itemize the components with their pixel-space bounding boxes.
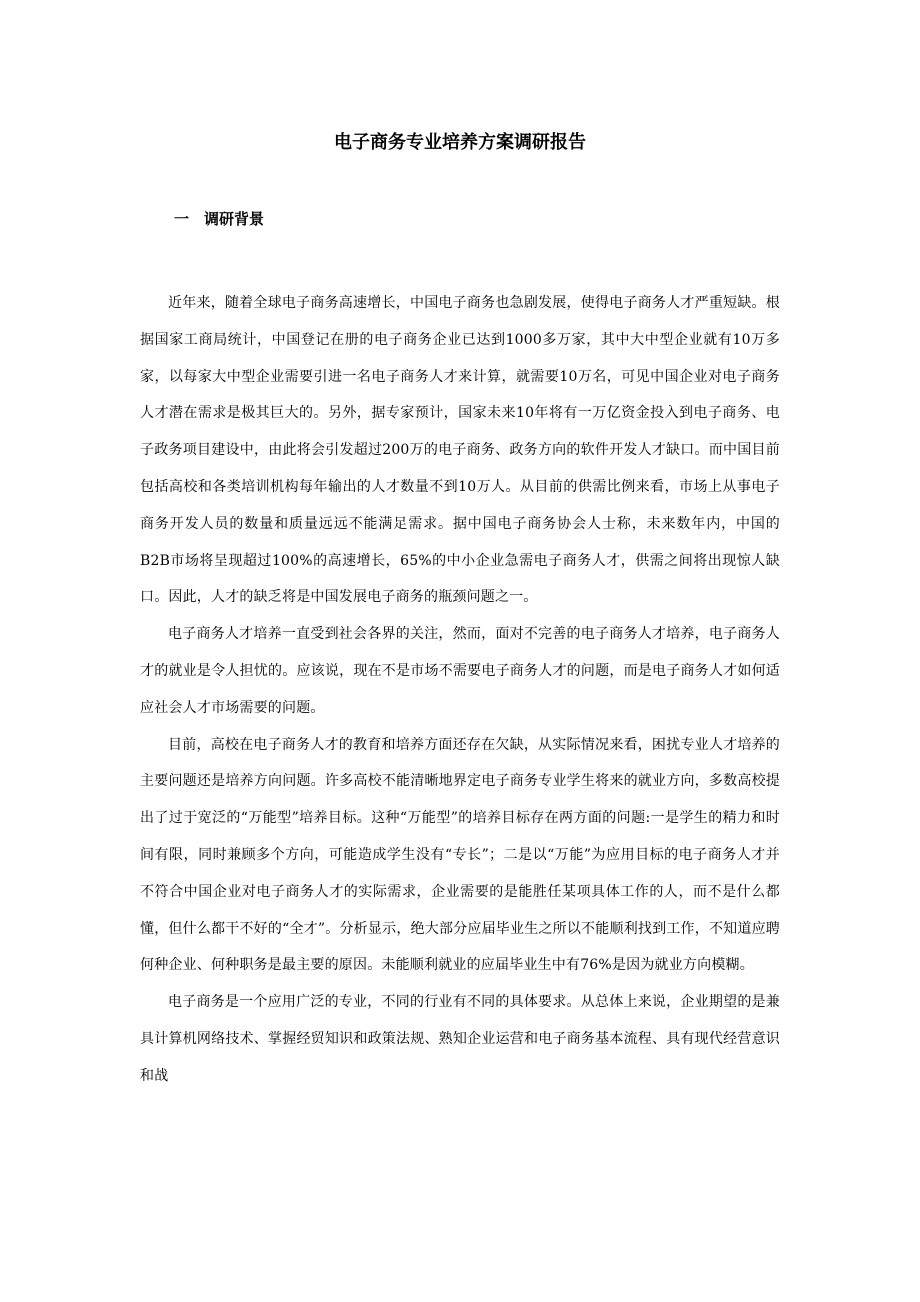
paragraph: 近年来，随着全球电子商务高速增长，中国电子商务也急剧发展，使得电子商务人才严重短缺。根据国家工商局统计，中国登记在册的电子商务企业已达到1000多万家，其中大中型企业就有10万多家，以每家大中型企业需要引进一名电子商务人才来计算，就需要10万名，可见中国企业对电子商务人才潜在需求是极其巨大的。另外，据专家预计，国家未来10年将有一万亿资金投入到电子商务、电子政务项目建设中，由此将会引发超过200万的电子商务、政务方向的软件开发人才缺口。而中国目前包括高校和各类培训机构每年输出的人才数量不到10万人。从目前的供需比例来看，市场上从事电子商务开发人员的数量和质量远远不能满足需求。据中国电子商务协会人士称，未来数年内，中国的B2B市场将呈现超过100%的高速增长，65%的中小企业急需电子商务人才，供需之间将出现惊人缺口。因此，人才的缺乏将是中国发展电子商务的瓶颈问题之一。 [140, 295, 780, 606]
paragraph: 目前，高校在电子商务人才的教育和培养方面还存在欠缺，从实际情况来看，困扰专业人才培养的主要问题还是培养方向问题。许多高校不能清晰地界定电子商务专业学生将来的就业方向，多数高校提出了过于宽泛的“万能型”培养目标。这种“万能型”的培养目标存在两方面的问题:一是学生的精力和时间有限，同时兼顾多个方向，可能造成学生没有“专长”；二是以“万能”为应用目标的电子商务人才并不符合中国企业对电子商务人才的实际需求，企业需要的是能胜任某项具体工作的人，而不是什么都懂，但什么都干不好的“全才”。分析显示，绝大部分应届毕业生之所以不能顺利找到工作，不知道应聘何种企业、何种职务是最主要的原因。未能顺利就业的应届毕业生中有76%是因为就业方向模糊。 [140, 736, 780, 974]
paragraph: 电子商务是一个应用广泛的专业，不同的行业有不同的具体要求。从总体上来说，企业期望的是兼具计算机网络技术、掌握经贸知识和政策法规、熟知企业运营和电子商务基本流程、具有现代经营意识和战 [140, 994, 780, 1084]
document-body [140, 285, 780, 1095]
document-title: 电子商务专业培养方案调研报告 [334, 132, 586, 153]
paragraph: 电子商务人才培养一直受到社会各界的关注，然而，面对不完善的电子商务人才培养，电子商务人才的就业是令人担忧的。应该说，现在不是市场不需要电子商务人才的问题，而是电子商务人才如何适应社会人才市场需要的问题。 [140, 626, 780, 716]
section-heading-text: 调研背景 [204, 210, 265, 228]
section-heading [174, 204, 264, 234]
section-number: 一 [174, 210, 190, 228]
